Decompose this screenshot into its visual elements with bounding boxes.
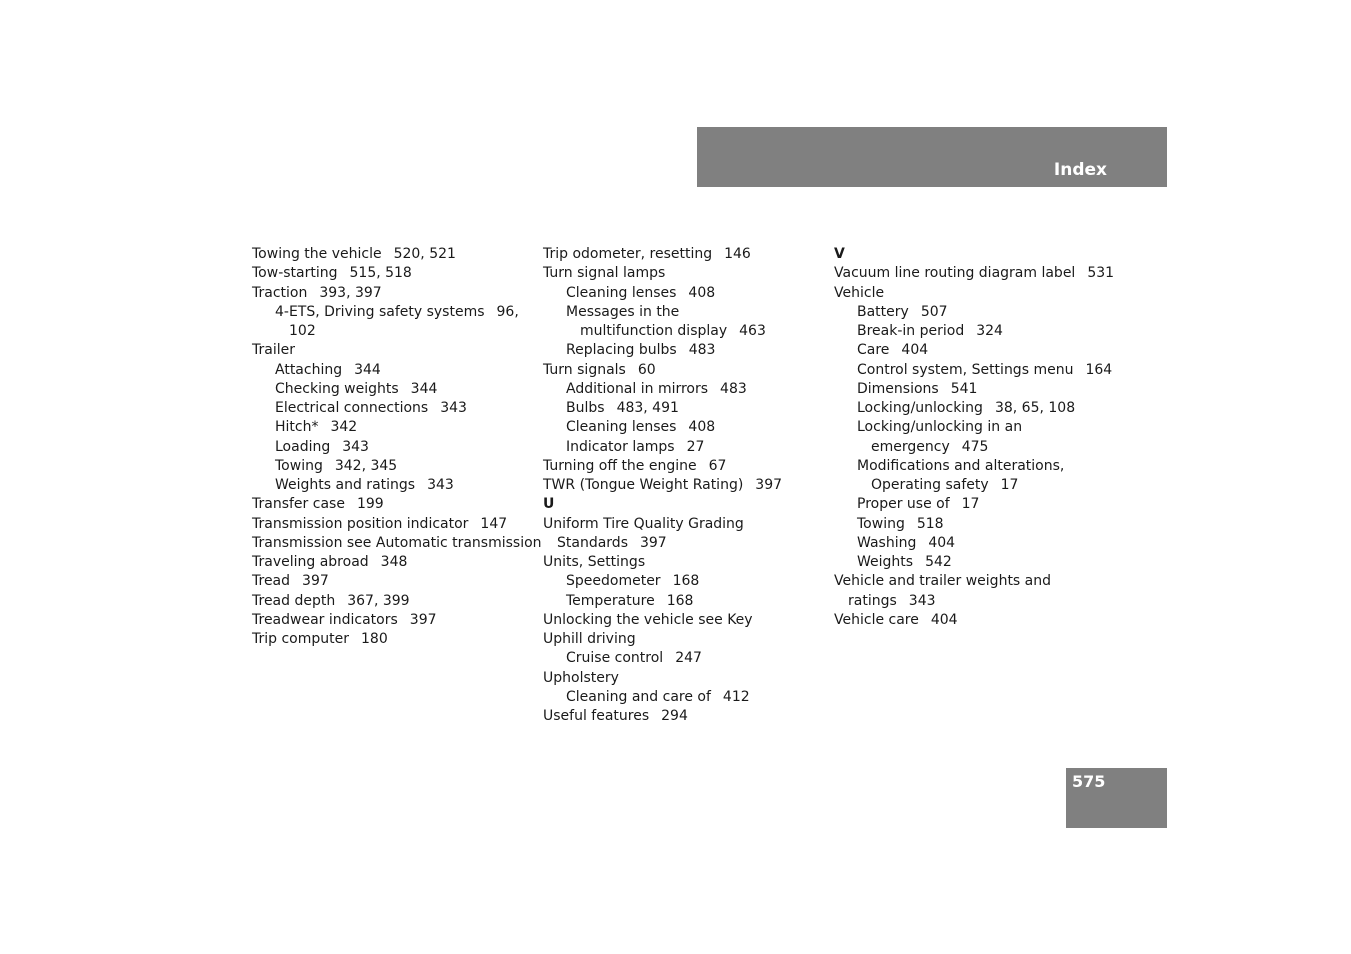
index-term: Traveling abroad [252, 554, 369, 570]
index-entry [543, 515, 828, 554]
index-entry [252, 264, 537, 283]
index-page-ref[interactable]: 67 [708, 457, 727, 474]
index-page-ref[interactable]: 404 [901, 342, 929, 359]
index-term: Vehicle and trailer weights and [834, 573, 1052, 590]
index-subentry [834, 322, 1119, 341]
index-term: Useful features [543, 708, 650, 724]
index-subentry [834, 553, 1119, 572]
index-term: TWR (Tongue Weight Rating) [543, 477, 744, 493]
index-column-1 [252, 245, 542, 649]
index-subentry [543, 649, 828, 668]
index-page-ref[interactable]: 393, 397 [319, 284, 382, 301]
index-term: Towing [857, 515, 905, 532]
index-page-ref[interactable]: 344 [410, 380, 438, 397]
index-term-continuation [857, 438, 1119, 457]
index-page-ref[interactable]: 518 [916, 515, 944, 532]
index-term-continuation [543, 534, 828, 553]
index-subentry [252, 457, 537, 476]
index-term: Tow-starting [252, 265, 338, 282]
index-term-continuation-text: multifunction display [580, 323, 728, 339]
index-subentry [252, 438, 537, 457]
index-subentry [834, 457, 1119, 496]
index-entry [252, 630, 537, 649]
index-page-ref[interactable]: 397 [639, 534, 667, 551]
index-subentry [543, 438, 828, 457]
index-entry [252, 572, 537, 591]
index-entry [543, 457, 828, 476]
index-page-ref[interactable]: 542 [925, 554, 952, 570]
index-subentry [834, 515, 1119, 534]
index-page-ref[interactable]: 483 [688, 342, 716, 359]
index-subentry [543, 284, 828, 303]
index-entry [252, 592, 537, 611]
index-subentry [543, 380, 828, 399]
index-section-letter: U [543, 496, 555, 513]
index-term-continuation-text: Operating safety [871, 477, 989, 493]
index-subentry [543, 688, 828, 707]
index-term-continuation [834, 592, 1119, 611]
index-page-ref[interactable]: 343 [342, 438, 369, 455]
index-term: Uniform Tire Quality Grading [543, 515, 744, 532]
index-term: Vehicle [834, 284, 885, 301]
index-page-ref[interactable]: 397 [409, 611, 437, 628]
index-term: Uphill driving [543, 631, 636, 647]
index-entry [252, 515, 537, 534]
index-term: Washing [857, 534, 917, 551]
index-term: Proper use of [857, 496, 950, 513]
index-term: Control system, Settings menu [857, 361, 1074, 378]
index-subentry [834, 303, 1119, 322]
index-subentry [543, 418, 828, 437]
index-term: Turn signals [543, 361, 626, 378]
index-page-ref[interactable]: 180 [361, 631, 388, 647]
index-term-continuation [857, 476, 1119, 495]
index-subentry [252, 418, 537, 437]
index-entry [252, 341, 537, 360]
index-page-ref[interactable]: 397 [302, 573, 329, 590]
index-term: Electrical connections [275, 400, 429, 416]
index-term: Attaching [275, 361, 343, 378]
index-term: Transmission see Automatic transmission [252, 534, 542, 551]
index-term: Modifications and alterations, [857, 457, 1065, 474]
index-term: Hitch* [275, 419, 319, 436]
index-term: Indicator lamps [566, 438, 675, 455]
index-page-ref[interactable]: 147 [480, 515, 508, 532]
index-entry [543, 707, 828, 726]
index-subentry [834, 399, 1119, 418]
index-subentry [252, 303, 537, 342]
index-term: Break-in period [857, 323, 965, 339]
index-page-ref[interactable]: 27 [686, 438, 705, 455]
index-entry [543, 669, 828, 688]
index-term: Upholstery [543, 669, 619, 686]
index-term: Bulbs [566, 400, 605, 416]
index-term: Replacing bulbs [566, 342, 677, 359]
index-page-ref[interactable]: 343 [908, 592, 936, 609]
index-entry [543, 611, 828, 630]
index-subentry [543, 572, 828, 591]
index-page-ref[interactable]: 408 [688, 284, 716, 301]
index-subentry [543, 303, 828, 342]
index-term: Unlocking the vehicle see Key [543, 611, 753, 628]
index-term: Treadwear indicators [252, 611, 398, 628]
index-term: Care [857, 342, 890, 359]
index-subentry [543, 399, 828, 418]
index-entry [252, 495, 537, 514]
index-page-ref[interactable]: 412 [722, 688, 750, 705]
index-entry [252, 611, 537, 630]
index-term: Locking/unlocking in an [857, 419, 1023, 436]
index-column-2 [543, 245, 828, 726]
index-section-letter: V [834, 246, 845, 262]
index-term-continuation-text: 102 [289, 323, 316, 339]
index-entry [834, 284, 1119, 303]
index-page-ref[interactable]: 463 [739, 323, 766, 339]
index-subentry [834, 495, 1119, 514]
index-term-continuation-text: emergency [871, 438, 950, 455]
index-term: Battery [857, 303, 909, 320]
index-page-ref[interactable]: 408 [688, 419, 716, 436]
index-page-ref[interactable]: 60 [637, 361, 656, 378]
index-term: Trailer [252, 342, 295, 359]
index-page-ref[interactable]: 397 [755, 477, 783, 493]
index-term: Traction [252, 284, 308, 301]
index-page-ref[interactable]: 342, 345 [334, 457, 398, 474]
index-page-ref[interactable]: 531 [1087, 265, 1115, 282]
index-entry [252, 553, 537, 572]
index-entry [543, 630, 828, 649]
index-subentry [543, 341, 828, 360]
index-term: Messages in the [566, 303, 680, 320]
index-entry [543, 476, 828, 495]
header-band [697, 127, 1167, 187]
index-subentry [252, 361, 537, 380]
index-subentry [834, 380, 1119, 399]
index-term: Additional in mirrors [566, 380, 709, 397]
index-page-ref[interactable]: 247 [675, 650, 702, 667]
index-entry [252, 284, 537, 303]
page-number: 575 [1072, 772, 1106, 791]
index-term-continuation-text: Standards [557, 534, 628, 551]
index-term-continuation [566, 322, 828, 341]
index-term: Vehicle care [834, 611, 919, 628]
index-page-ref[interactable]: 342 [330, 419, 358, 436]
index-entry [543, 245, 828, 264]
index-term: Weights [857, 554, 914, 570]
index-entry [543, 361, 828, 380]
index-subentry [252, 380, 537, 399]
index-page-ref[interactable]: 404 [928, 534, 956, 551]
index-entry [252, 245, 537, 264]
index-term: Speedometer [566, 573, 661, 590]
index-term-continuation-text: ratings [848, 592, 897, 609]
page-number-tab [1066, 768, 1167, 828]
index-subentry [252, 399, 537, 418]
index-page-ref[interactable]: 483 [720, 380, 747, 397]
index-page-ref[interactable]: 483, 491 [616, 400, 679, 416]
index-term-continuation [275, 322, 537, 341]
index-page-ref[interactable]: 324 [976, 323, 1003, 339]
index-page-ref[interactable]: 168 [666, 592, 694, 609]
index-term: Turn signal lamps [543, 265, 666, 282]
index-term: 4-ETS, Driving safety systems [275, 303, 485, 320]
index-subentry [834, 341, 1119, 360]
index-page-ref[interactable]: 17 [1000, 477, 1019, 493]
index-term: Towing [275, 457, 323, 474]
index-term: Temperature [566, 592, 655, 609]
index-term: Locking/unlocking [857, 400, 983, 416]
index-page-ref[interactable]: 404 [930, 611, 958, 628]
index-subentry [834, 361, 1119, 380]
index-page-ref[interactable]: 343 [427, 477, 454, 493]
index-subentry [543, 592, 828, 611]
index-page-ref[interactable]: 164 [1085, 361, 1113, 378]
index-subentry [834, 418, 1119, 457]
index-term: Checking weights [275, 380, 399, 397]
index-page-ref[interactable]: 344 [354, 361, 381, 378]
index-page-ref[interactable]: 199 [356, 496, 384, 513]
index-page-ref[interactable]: 17 [961, 496, 980, 513]
index-entry [543, 264, 828, 283]
index-term: Trip computer [252, 631, 349, 647]
index-entry [834, 264, 1119, 283]
index-entry [834, 572, 1119, 611]
index-term: Weights and ratings [275, 477, 416, 493]
index-page-ref[interactable]: 146 [724, 246, 751, 262]
index-term: Cruise control [566, 650, 664, 667]
index-term: Cleaning lenses [566, 284, 677, 301]
index-page-ref[interactable]: 541 [950, 380, 978, 397]
index-page-ref[interactable]: 520, 521 [393, 246, 456, 262]
index-page-ref[interactable]: 168 [672, 573, 700, 590]
index-term: Units, Settings [543, 554, 646, 570]
index-page-ref[interactable]: 515, 518 [349, 265, 412, 282]
index-page-ref[interactable]: 367, 399 [347, 592, 410, 609]
index-subentry [252, 476, 537, 495]
index-term: Trip odometer, resetting [543, 246, 713, 262]
index-term: Turning off the engine [543, 457, 697, 474]
index-page-ref[interactable]: 507 [920, 303, 948, 320]
index-page-ref[interactable]: 294 [661, 708, 688, 724]
index-entry [543, 553, 828, 572]
index-entry [252, 534, 542, 553]
index-term: Transmission position indicator [252, 515, 469, 532]
index-page-ref[interactable]: 96, [496, 303, 519, 320]
index-subentry [834, 534, 1119, 553]
index-term: Dimensions [857, 380, 939, 397]
index-entry [834, 611, 1119, 630]
index-term: Transfer case [252, 496, 345, 513]
page-title: Index [1053, 160, 1107, 180]
index-term: Tread depth [252, 592, 336, 609]
index-page-ref[interactable]: 38, 65, 108 [994, 400, 1076, 416]
index-term: Vacuum line routing diagram label [834, 265, 1076, 282]
index-term: Towing the vehicle [252, 246, 382, 262]
index-term: Cleaning and care of [566, 688, 711, 705]
index-column-3 [834, 245, 1119, 630]
index-page-ref[interactable]: 348 [380, 554, 408, 570]
index-page-ref[interactable]: 475 [961, 438, 989, 455]
index-term: Cleaning lenses [566, 419, 677, 436]
index-term: Loading [275, 438, 331, 455]
index-page-ref[interactable]: 343 [440, 400, 467, 416]
index-term: Tread [252, 573, 291, 590]
